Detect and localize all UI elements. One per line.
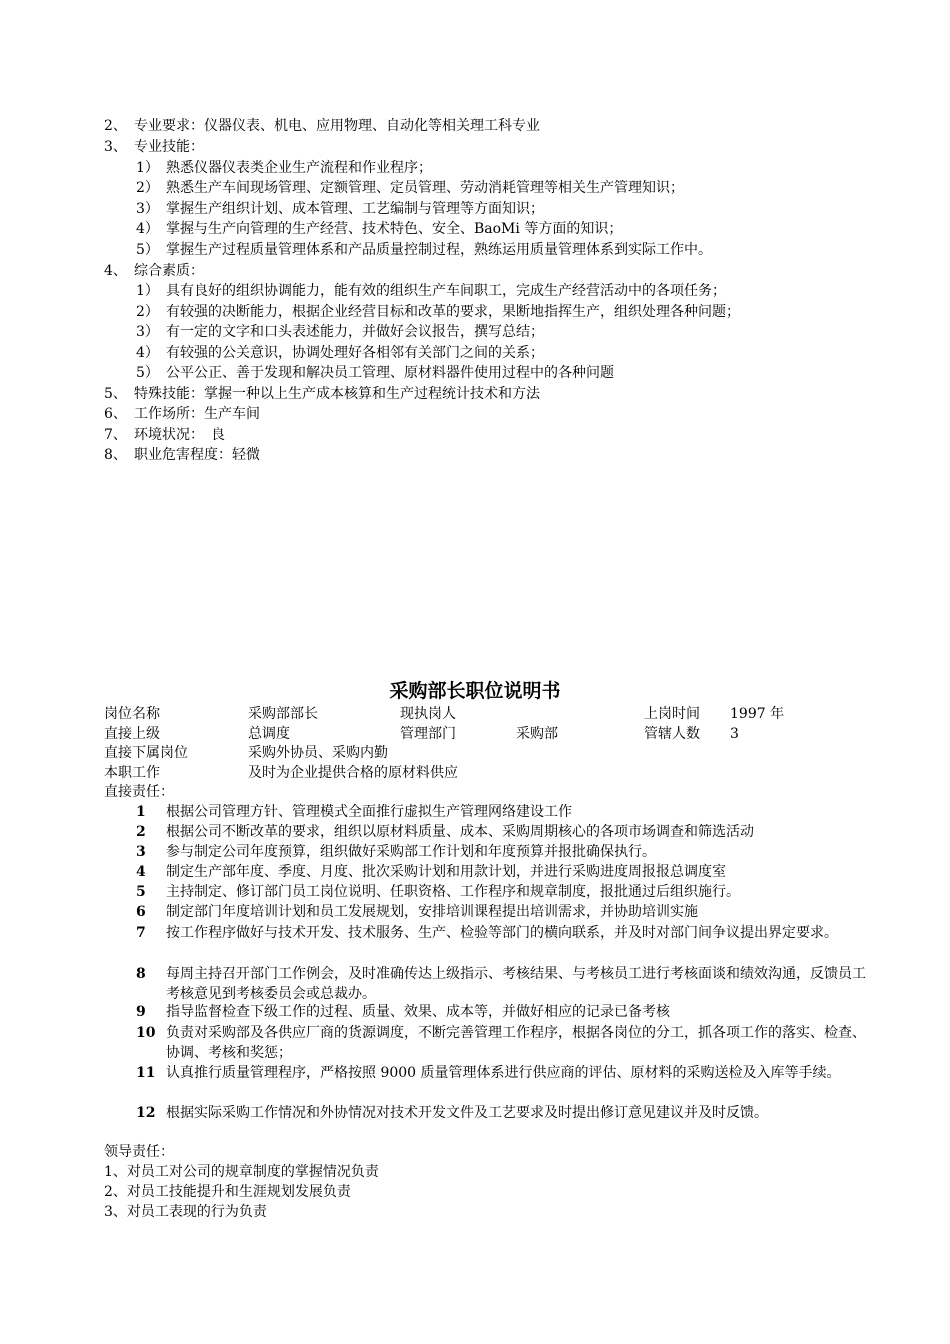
position-name-label: 岗位名称 xyxy=(104,706,160,722)
headcount-label: 管辖人数 xyxy=(644,726,700,742)
list-item: 职业危害程度：轻微 xyxy=(134,447,260,463)
duty-item: 制定部门年度培训计划和员工发展规划，安排培训课程提出培训需求，并协助培训实施 xyxy=(166,904,698,920)
list-item: 专业要求：仪器仪表、机电、应用物理、自动化等相关理工科专业 xyxy=(134,118,540,134)
leadership-item: 2、对员工技能提升和生涯规划发展负责 xyxy=(104,1184,351,1200)
duty-item: 根据公司管理方针、管理模式全面推行虚拟生产管理网络建设工作 xyxy=(166,804,572,820)
sub-list-number: 2） xyxy=(136,180,159,196)
sub-list-number: 3） xyxy=(136,201,159,217)
duty-item: 根据公司不断改革的要求，组织以原材料质量、成本、采购周期核心的各项市场调查和筛选活动 xyxy=(166,824,754,840)
sub-list-number: 2） xyxy=(136,304,159,320)
sub-list-number: 1） xyxy=(136,160,159,176)
list-number: 3、 xyxy=(104,139,127,155)
sub-list-item: 熟悉仪器仪表类企业生产流程和作业程序； xyxy=(166,160,432,176)
sub-list-item: 具有良好的组织协调能力，能有效的组织生产车间职工，完成生产经营活动中的各项任务； xyxy=(166,283,726,299)
duties-heading: 直接责任： xyxy=(104,784,174,800)
sub-list-number: 3） xyxy=(136,324,159,340)
duty-number: 12 xyxy=(136,1105,156,1121)
duty-item: 参与制定公司年度预算，组织做好采购部工作计划和年度预算并报批确保执行。 xyxy=(166,844,656,860)
sub-list-item: 掌握与生产向管理的生产经营、技术特色、安全、BaoMi 等方面的知识； xyxy=(166,221,623,237)
supervisor-value: 总调度 xyxy=(248,726,290,742)
list-number: 2、 xyxy=(104,118,127,134)
sub-list-item: 掌握生产组织计划、成本管理、工艺编制与管理等方面知识； xyxy=(166,201,544,217)
sub-list-item: 有较强的公关意识，协调处理好各相邻有关部门之间的关系； xyxy=(166,345,544,361)
duty-number: 10 xyxy=(136,1025,156,1041)
duty-item: 根据实际采购工作情况和外协情况对技术开发文件及工艺要求及时提出修订意见建议并及时反馈。 xyxy=(166,1105,768,1121)
leadership-heading: 领导责任： xyxy=(104,1144,174,1160)
duty-number: 5 xyxy=(136,884,146,900)
start-time-label: 上岗时间 xyxy=(644,706,700,722)
sub-list-item: 有一定的文字和口头表述能力，并做好会议报告，撰写总结； xyxy=(166,324,544,340)
list-number: 6、 xyxy=(104,406,127,422)
duty-number: 8 xyxy=(136,966,146,982)
list-item: 工作场所：生产车间 xyxy=(134,406,260,422)
position-name-value: 采购部部长 xyxy=(248,706,318,722)
supervisor-label: 直接上级 xyxy=(104,726,160,742)
main-duty-value: 及时为企业提供合格的原材料供应 xyxy=(248,765,458,781)
sub-list-item: 有较强的决断能力，根据企业经营目标和改革的要求，果断地指挥生产，组织处理各种问题； xyxy=(166,304,740,320)
duty-item: 按工作程序做好与技术开发、技术服务、生产、检验等部门的横向联系，并及时对部门间争议提出界定要求。 xyxy=(166,925,838,941)
leadership-item: 1、对员工对公司的规章制度的掌握情况负责 xyxy=(104,1164,379,1180)
list-number: 5、 xyxy=(104,386,127,402)
duty-number: 7 xyxy=(136,925,146,941)
list-number: 4、 xyxy=(104,263,127,279)
duty-item: 指导监督检查下级工作的过程、质量、效果、成本等，并做好相应的记录已备考核 xyxy=(166,1004,670,1020)
sub-list-item: 公平公正、善于发现和解决员工管理、原材料器件使用过程中的各种问题 xyxy=(166,365,614,381)
list-number: 8、 xyxy=(104,447,127,463)
department-label: 管理部门 xyxy=(400,726,456,742)
sub-list-number: 5） xyxy=(136,365,159,381)
duty-number: 2 xyxy=(136,824,146,840)
duty-item: 每周主持召开部门工作例会，及时准确传达上级指示、考核结果、与考核员工进行考核面谈和绩效沟通，反馈员工考核意见到考核委员会或总裁办。 xyxy=(166,966,866,1002)
duty-number: 3 xyxy=(136,844,146,860)
duty-item: 制定生产部年度、季度、月度、批次采购计划和用款计划，并进行采购进度周报报总调度室 xyxy=(166,864,726,880)
duty-number: 6 xyxy=(136,904,146,920)
subordinates-label: 直接下属岗位 xyxy=(104,745,188,761)
leadership-item: 3、对员工表现的行为负责 xyxy=(104,1204,267,1220)
duty-item: 主持制定、修订部门员工岗位说明、任职资格、工作程序和规章制度，报批通过后组织施行。 xyxy=(166,884,740,900)
sub-list-item: 熟悉生产车间现场管理、定额管理、定员管理、劳动消耗管理等相关生产管理知识； xyxy=(166,180,684,196)
current-holder-label: 现执岗人 xyxy=(400,706,456,722)
headcount-value: 3 xyxy=(730,726,739,742)
list-item: 特殊技能：掌握一种以上生产成本核算和生产过程统计技术和方法 xyxy=(134,386,540,402)
duty-number: 1 xyxy=(136,804,146,820)
sub-list-item: 掌握生产过程质量管理体系和产品质量控制过程，熟练运用质量管理体系到实际工作中。 xyxy=(166,242,712,258)
department-value: 采购部 xyxy=(516,726,558,742)
sub-list-number: 4） xyxy=(136,345,159,361)
main-duty-label: 本职工作 xyxy=(104,765,160,781)
subordinates-value: 采购外协员、采购内勤 xyxy=(248,745,388,761)
sub-list-number: 1） xyxy=(136,283,159,299)
duty-item: 认真推行质量管理程序，严格按照 9000 质量管理体系进行供应商的评估、原材料的采购送检及入库等手续。 xyxy=(166,1065,841,1081)
document-title: 采购部长职位说明书 xyxy=(389,680,561,702)
duty-number: 9 xyxy=(136,1004,146,1020)
start-time-value: 1997 年 xyxy=(730,706,785,722)
duty-number: 4 xyxy=(136,864,146,880)
list-item: 环境状况： 良 xyxy=(134,427,225,443)
list-number: 7、 xyxy=(104,427,127,443)
sub-list-number: 5） xyxy=(136,242,159,258)
sub-list-number: 4） xyxy=(136,221,159,237)
duty-number: 11 xyxy=(136,1065,156,1081)
list-item: 专业技能： xyxy=(134,139,204,155)
list-item: 综合素质： xyxy=(134,263,204,279)
duty-item: 负责对采购部及各供应厂商的货源调度，不断完善管理工作程序，根据各岗位的分工，抓各项工作的落实、检查、协调、考核和奖惩； xyxy=(166,1025,866,1061)
